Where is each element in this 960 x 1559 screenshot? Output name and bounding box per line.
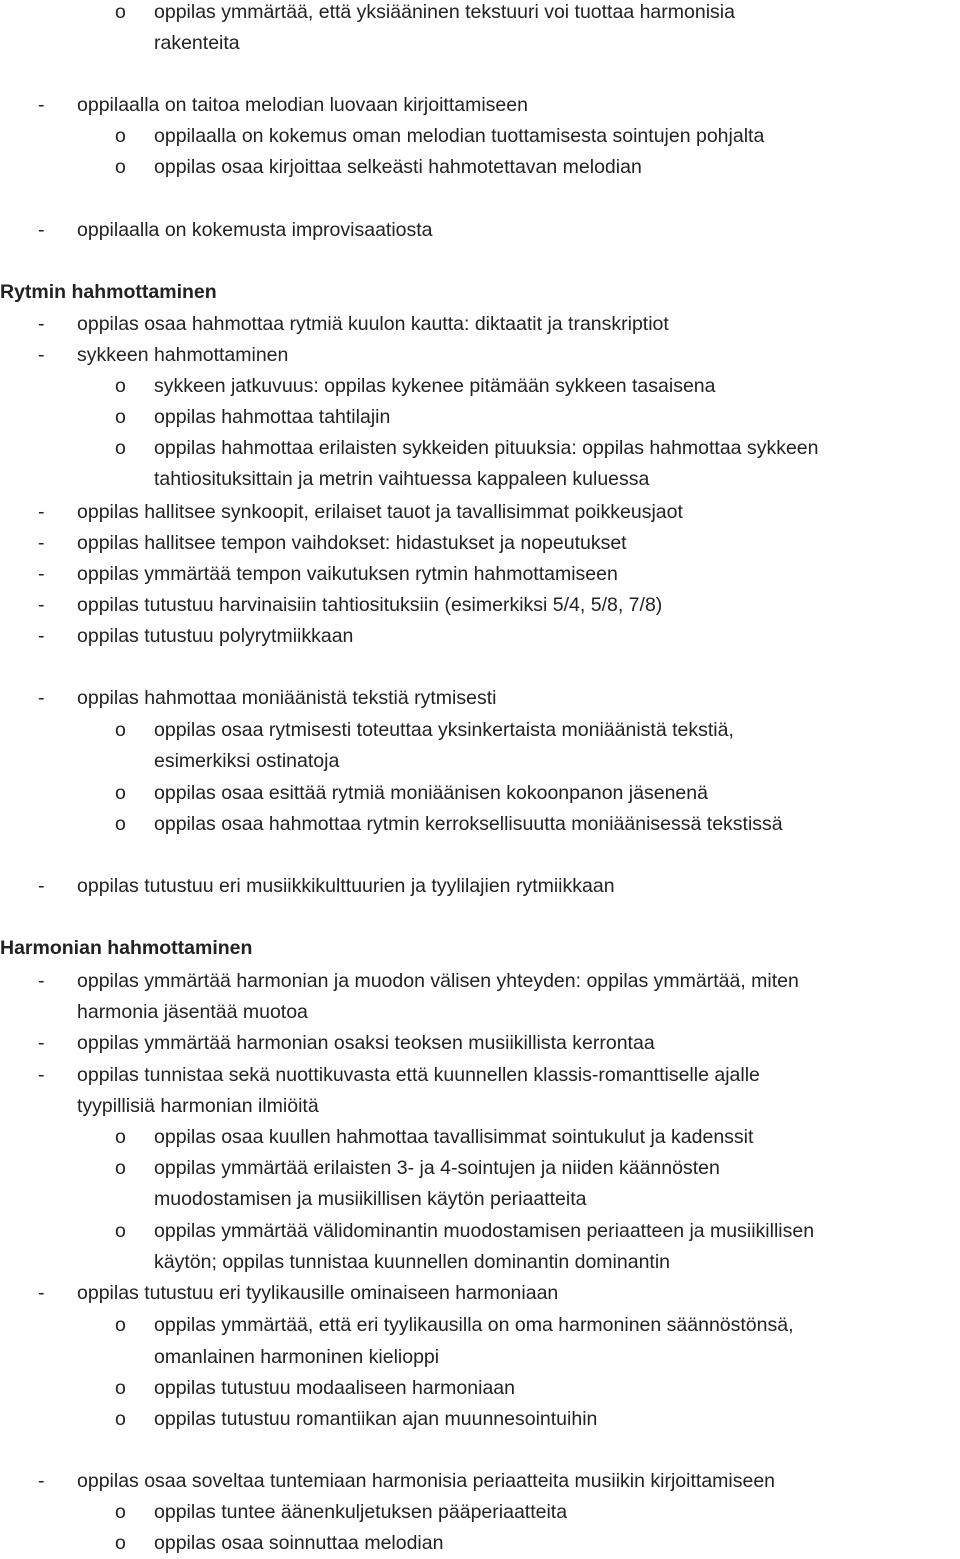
circle-bullet-marker: o: [115, 1126, 126, 1148]
list-item-text: oppilas osaa rytmisesti toteuttaa yksinkertaista moniäänistä tekstiä,: [154, 719, 734, 741]
circle-bullet-marker: o: [115, 406, 126, 428]
dash-bullet-marker: -: [38, 1282, 45, 1304]
circle-bullet-marker: o: [115, 375, 126, 397]
dash-bullet-marker: -: [38, 501, 45, 523]
dash-bullet-marker: -: [38, 594, 45, 616]
circle-bullet-marker: o: [115, 1220, 126, 1242]
list-item-text: oppilas hahmottaa moniäänistä tekstiä rytmisesti: [77, 687, 497, 709]
circle-bullet-marker: o: [115, 813, 126, 835]
list-item-text: oppilaalla on taitoa melodian luovaan kirjoittamiseen: [77, 94, 528, 116]
circle-bullet-marker: o: [115, 1157, 126, 1179]
dash-bullet-marker: -: [38, 625, 45, 647]
circle-bullet-marker: o: [115, 782, 126, 804]
circle-bullet-marker: o: [115, 719, 126, 741]
dash-bullet-marker: -: [38, 563, 45, 585]
dash-bullet-marker: -: [38, 94, 45, 116]
list-item-text: oppilas ymmärtää, että eri tyylikausilla on oma harmoninen säännöstönsä,: [154, 1314, 794, 1336]
list-item-text: muodostamisen ja musiikillisen käytön periaatteita: [154, 1188, 587, 1210]
dash-bullet-marker: -: [38, 313, 45, 335]
list-item-text: oppilas tutustuu harvinaisiin tahtiosituksiin (esimerkiksi 5/4, 5/8, 7/8): [77, 594, 663, 616]
list-item-text: sykkeen jatkuvuus: oppilas kykenee pitämään sykkeen tasaisena: [154, 375, 716, 397]
dash-bullet-marker: -: [38, 532, 45, 554]
list-item-text: oppilas ymmärtää välidominantin muodostamisen periaatteen ja musiikillisen: [154, 1220, 815, 1242]
list-item-text: käytön; oppilas tunnistaa kuunnellen dominantin dominantin: [154, 1251, 671, 1273]
dash-bullet-marker: -: [38, 1064, 45, 1086]
circle-bullet-marker: o: [115, 1377, 126, 1399]
list-item-text: oppilas tunnistaa sekä nuottikuvasta että kuunnellen klassis-romanttiselle ajalle: [77, 1064, 760, 1086]
list-item-text: oppilas osaa soinnuttaa melodian: [154, 1532, 444, 1554]
list-item-text: oppilaalla on kokemusta improvisaatiosta: [77, 219, 433, 241]
section-heading: Harmonian hahmottaminen: [0, 937, 253, 959]
list-item-text: oppilas hahmottaa tahtilajin: [154, 406, 391, 428]
list-item-text: oppilas hahmottaa erilaisten sykkeiden pituuksia: oppilas hahmottaa sykkeen: [154, 437, 819, 459]
circle-bullet-marker: o: [115, 437, 126, 459]
list-item-text: oppilas tutustuu modaaliseen harmoniaan: [154, 1377, 515, 1399]
dash-bullet-marker: -: [38, 1470, 45, 1492]
list-item-text: oppilas tutustuu polyrytmiikkaan: [77, 625, 354, 647]
list-item-text: tyypillisiä harmonian ilmiöitä: [77, 1095, 319, 1117]
list-item-text: oppilaalla on kokemus oman melodian tuottamisesta sointujen pohjalta: [154, 125, 765, 147]
list-item-text: oppilas tuntee äänenkuljetuksen pääperiaatteita: [154, 1501, 568, 1523]
circle-bullet-marker: o: [115, 1, 126, 23]
circle-bullet-marker: o: [115, 1501, 126, 1523]
circle-bullet-marker: o: [115, 1314, 126, 1336]
list-item-text: oppilas hallitsee synkoopit, erilaiset tauot ja tavallisimmat poikkeusjaot: [77, 501, 683, 523]
circle-bullet-marker: o: [115, 125, 126, 147]
circle-bullet-marker: o: [115, 1408, 126, 1430]
list-item-text: esimerkiksi ostinatoja: [154, 750, 340, 772]
list-item-text: oppilas tutustuu romantiikan ajan muunnesointuihin: [154, 1408, 598, 1430]
section-heading: Rytmin hahmottaminen: [0, 281, 217, 303]
list-item-text: oppilas osaa kirjoittaa selkeästi hahmotettavan melodian: [154, 156, 642, 178]
list-item-text: oppilas hallitsee tempon vaihdokset: hidastukset ja nopeutukset: [77, 532, 627, 554]
list-item-text: oppilas ymmärtää, että yksiääninen tekstuuri voi tuottaa harmonisia: [154, 1, 735, 23]
list-item-text: harmonia jäsentää muotoa: [77, 1001, 308, 1023]
list-item-text: oppilas ymmärtää tempon vaikutuksen rytmin hahmottamiseen: [77, 563, 618, 585]
list-item-text: oppilas osaa kuullen hahmottaa tavallisimmat sointukulut ja kadenssit: [154, 1126, 754, 1148]
dash-bullet-marker: -: [38, 1032, 45, 1054]
list-item-text: oppilas tutustuu eri tyylikausille ominaiseen harmoniaan: [77, 1282, 559, 1304]
dash-bullet-marker: -: [38, 875, 45, 897]
dash-bullet-marker: -: [38, 687, 45, 709]
circle-bullet-marker: o: [115, 156, 126, 178]
list-item-text: oppilas osaa esittää rytmiä moniäänisen kokoonpanon jäsenenä: [154, 782, 708, 804]
dash-bullet-marker: -: [38, 970, 45, 992]
dash-bullet-marker: -: [38, 344, 45, 366]
list-item-text: sykkeen hahmottaminen: [77, 344, 289, 366]
list-item-text: oppilas ymmärtää harmonian ja muodon välisen yhteyden: oppilas ymmärtää, miten: [77, 970, 799, 992]
list-item-text: oppilas osaa hahmottaa rytmiä kuulon kautta: diktaatit ja transkriptiot: [77, 313, 669, 335]
list-item-text: oppilas osaa soveltaa tuntemiaan harmonisia periaatteita musiikin kirjoittamiseen: [77, 1470, 776, 1492]
dash-bullet-marker: -: [38, 219, 45, 241]
list-item-text: oppilas osaa hahmottaa rytmin kerroksellisuutta moniäänisessä tekstissä: [154, 813, 783, 835]
list-item-text: omanlainen harmoninen kielioppi: [154, 1346, 440, 1368]
list-item-text: oppilas ymmärtää harmonian osaksi teoksen musiikillista kerrontaa: [77, 1032, 655, 1054]
list-item-text: oppilas tutustuu eri musiikkikulttuurien ja tyylilajien rytmiikkaan: [77, 875, 615, 897]
circle-bullet-marker: o: [115, 1532, 126, 1554]
list-item-text: oppilas ymmärtää erilaisten 3- ja 4-sointujen ja niiden käännösten: [154, 1157, 720, 1179]
list-item-text: tahtiosituksittain ja metrin vaihtuessa kappaleen kuluessa: [154, 468, 650, 490]
list-item-text: rakenteita: [154, 32, 240, 54]
